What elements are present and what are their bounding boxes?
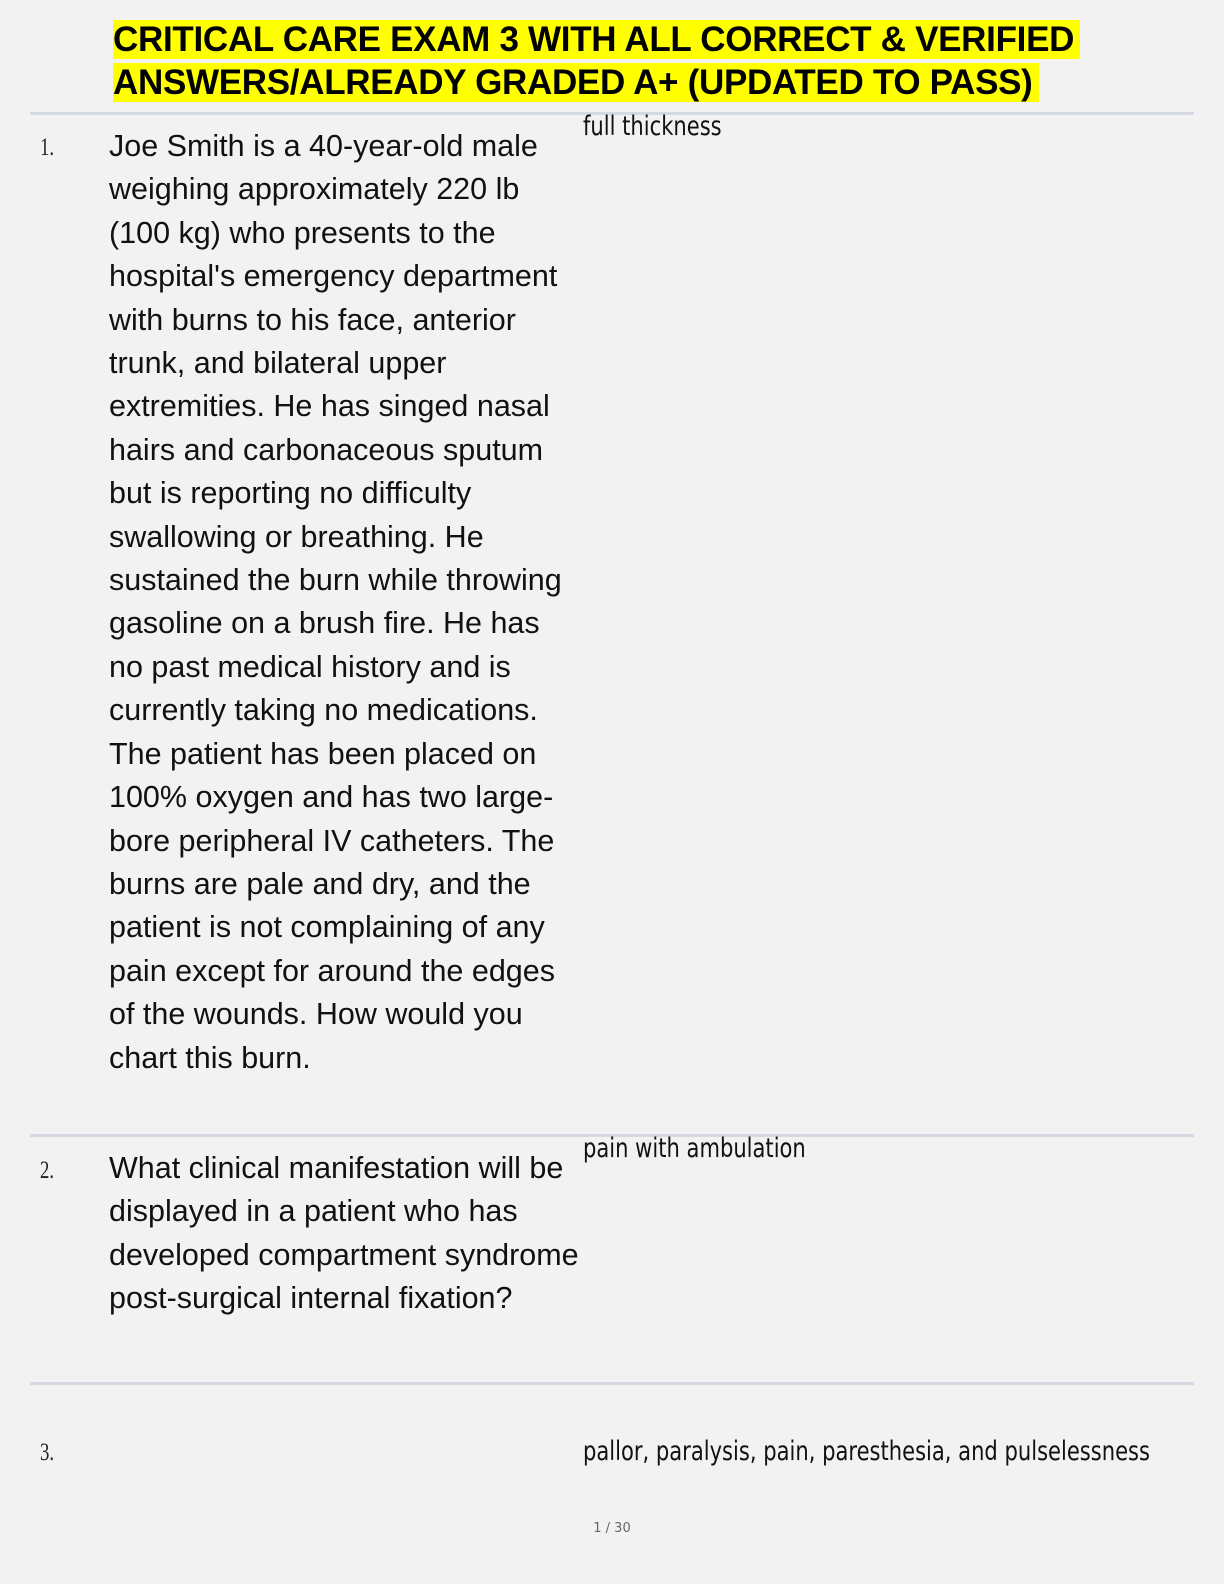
title-line-1: CRITICAL CARE EXAM 3 WITH ALL CORRECT & VERIFIED <box>113 20 1080 59</box>
question-number: 3. <box>40 1439 55 1466</box>
question-text: What clinical manifestation will be displayed in a patient who has developed compartment syndrome post-surgical internal fixation? <box>109 1151 579 1316</box>
answer-text: pallor, paralysis, pain, paresthesia, and pulselessness <box>583 1436 1150 1467</box>
page-indicator: 1 / 30 <box>593 1521 631 1536</box>
question-number: 2. <box>40 1157 55 1184</box>
question-text: Joe Smith is a 40-year-old male weighing approximately 220 lb (100 kg) who presents to the hospital's emergency department with burns to his face, anterior trunk, and bilateral upper extremities. He has singed nasal hairs and carbonaceous sputum but is reporting no difficulty swallowing or breathing. He sustained the burn while throwing gasoline on a brush fire. He has no past medical history and is currently taking no medications. The patient has been placed on 100% oxygen and has two large-bore peripheral IV catheters. The burns are pale and dry, and the patient is not complaining of any pain except for around the edges of the wounds. How would you chart this burn. <box>109 129 562 1075</box>
title-line-2: ANSWERS/ALREADY GRADED A+ (UPDATED TO PASS) <box>113 63 1039 102</box>
document-title <box>113 18 1113 104</box>
answer-text: full thickness <box>583 111 722 142</box>
divider <box>30 1382 1194 1385</box>
answer-text: pain with ambulation <box>583 1133 806 1164</box>
question-number: 1. <box>40 134 55 161</box>
